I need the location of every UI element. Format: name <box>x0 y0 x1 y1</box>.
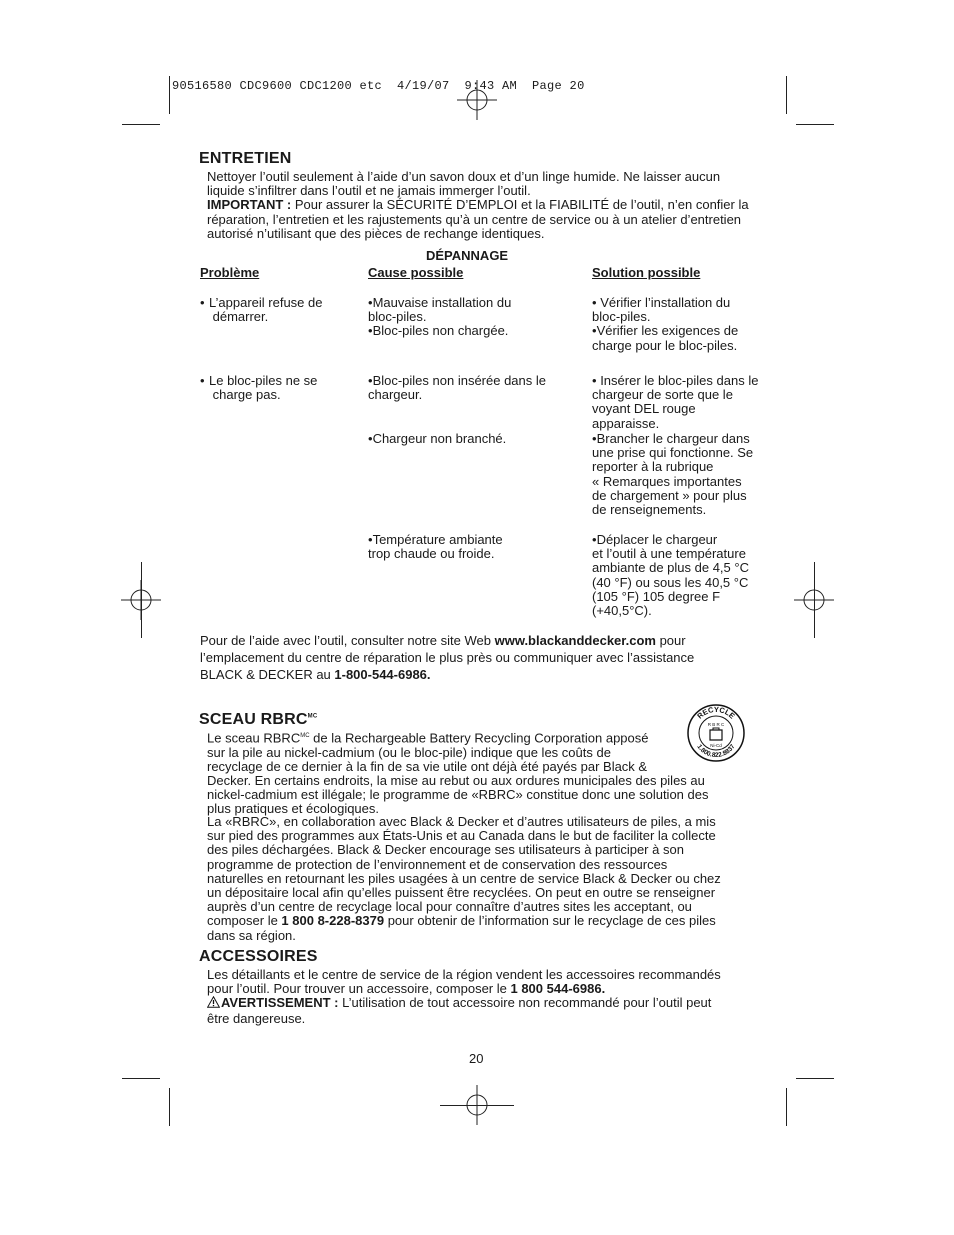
solution-cell: • Insérer le bloc-piles dans le chargeur de sorte que le voyant DEL rouge apparaisse. <box>592 373 759 431</box>
rbrc-phone: 1 800 8-228-8379 <box>281 913 385 929</box>
crop-mark <box>169 1088 170 1126</box>
registration-line <box>814 562 815 638</box>
section-title-rbrc: SCEAU $RBRC^{MC}$ <box>199 711 318 728</box>
troubleshooting-title: DÉPANNAGE <box>426 248 509 263</box>
rbrc-paragraph-1: Le sceau $RBRC^{MC}$ de la Rechargeable Battery Recycling Corporation apposé sur la pile au nickel-cadmium (ou le bloc-pile) indique que les coûts de recyclage de ce dernier à la fin de sa vie utile ont déjà été payés par Black & Decker. En certains endroits, la mise au rebut ou aux ordures municipales des piles au nickel-cadmium est illégale; le programme de «RBRC» constitue donc une solution des plus pratiques et écologiques. <box>207 730 709 817</box>
crop-mark <box>122 1078 160 1079</box>
help-paragraph: Pour de l’aide avec l’outil, consulter notre site Web www.blackanddecker.com pour l’emplacement du centre de réparation le plus près ou communiquer avec l’assistance BLACK & DECKER au 1-800-544-6986. <box>200 633 695 682</box>
crop-mark <box>796 124 834 125</box>
crop-mark <box>796 1078 834 1079</box>
crop-mark <box>786 1088 787 1126</box>
solution-cell: •Déplacer le chargeur et l’outil à une température ambiante de plus de 4,5 °C (40 °F) ou sous les 40,5 °C (105 °F) 105 degree F (+40,5°C). <box>592 532 749 619</box>
important-text: Pour assurer la SÉCURITÉ D’EMPLOI et la FIABILITÉ de l’outil, n’en confier la réparation, l’entretien et les rajustements qu’à un centre de service ou à un atelier d’entretien autorisé n’utilisant que des pièces de rechange identiques. <box>207 197 749 241</box>
problem-cell: • Le bloc-piles ne se charge pas. <box>200 373 318 403</box>
entretien-paragraph <box>207 170 755 241</box>
website-link: www.blackanddecker.com <box>494 633 656 648</box>
page-number: 20 <box>469 1051 484 1066</box>
solution-cell: • Vérifier l’installation du bloc-piles. •Vérifier les exigences de charge pour le bloc-piles. <box>592 295 739 353</box>
cause-cell: •Température ambiante trop chaude ou froide. <box>368 532 503 562</box>
registration-line <box>141 562 142 638</box>
cause-cell: •Chargeur non branché. <box>368 431 507 446</box>
svg-text:RECYCLE <box>695 705 736 721</box>
important-label: IMPORTANT : <box>207 197 292 213</box>
print-slug: 90516580 CDC9600 CDC1200 etc 4/19/07 9:43 AM Page 20 <box>172 79 585 93</box>
entretien-text: Nettoyer l’outil seulement à l’aide d’un savon doux et d’un linge humide. Ne laisser aucun liquide s’infiltrer dans l’outil et ne jamais immerger l’outil. <box>207 169 721 199</box>
crop-mark <box>122 124 160 125</box>
seal-top-text: RECYCLE <box>695 704 737 721</box>
rbrc-paragraph-2: La «RBRC», en collaboration avec Black & Decker et d’autres utilisateurs de piles, a mis sur pied des programmes aux États-Unis et au Canada dans le but de faciliter la collecte des piles déchargées. Black & Decker encourage ses utilisateurs à participer à son programme de protection de l’environnement et de conservation des ressources naturelles en retournant les piles usagées à un centre de service Black & Decker ou chez un dépositaire local afin qu’elles puissent être recyclées. On peut en outre se renseigner auprès d’un centre de recyclage local pour connaître d’autres sites les acceptant, ou composer le 1 800 8-228-8379 pour obtenir de l’information sur le recyclage de ces piles dans sa région. <box>207 814 721 943</box>
column-header-cause: Cause possible <box>368 265 464 280</box>
cause-cell: •Mauvaise installation du bloc-piles. •Bloc-piles non chargée. <box>368 295 512 339</box>
seal-mid-text: R B R C <box>707 722 725 727</box>
crop-mark <box>169 76 170 114</box>
column-header-problem: Problème <box>200 265 260 280</box>
cause-cell: •Bloc-piles non insérée dans le chargeur. <box>368 373 546 403</box>
warning-icon <box>207 996 221 1011</box>
accessory-phone: 1 800 544-6986. <box>510 981 606 997</box>
registration-line <box>440 1105 514 1106</box>
section-title-accessoires: ACCESSOIRES <box>199 948 318 965</box>
registration-mark-top <box>457 80 497 120</box>
solution-cell: •Brancher le chargeur dans une prise qui fonctionne. Se reporter à la rubrique « Remarques importantes de chargement » pour plus de renseignements. <box>592 431 754 518</box>
problem-cell: • L’appareil refuse de démarrer. <box>200 295 323 325</box>
phone-number: 1-800-544-6986. <box>334 667 431 682</box>
column-header-solution: Solution possible <box>592 265 701 280</box>
accessoires-paragraph: Les détaillants et le centre de service de la région vendent les accessoires recommandés pour l’outil. Pour trouver un accessoire, composer le 1 800 544-6986. AVERTISSEMENT : L’utilisation de tout accessoire non recommandé pour l’outil peut être dangereuse. <box>207 967 721 1026</box>
section-title-entretien: ENTRETIEN <box>199 150 292 167</box>
crop-mark <box>786 76 787 114</box>
seal-bottom-text: 1.800.822.8837 <box>695 743 737 760</box>
seal-chem-text: Ni-Cd <box>710 743 722 748</box>
warning-label: AVERTISSEMENT : <box>221 995 339 1011</box>
